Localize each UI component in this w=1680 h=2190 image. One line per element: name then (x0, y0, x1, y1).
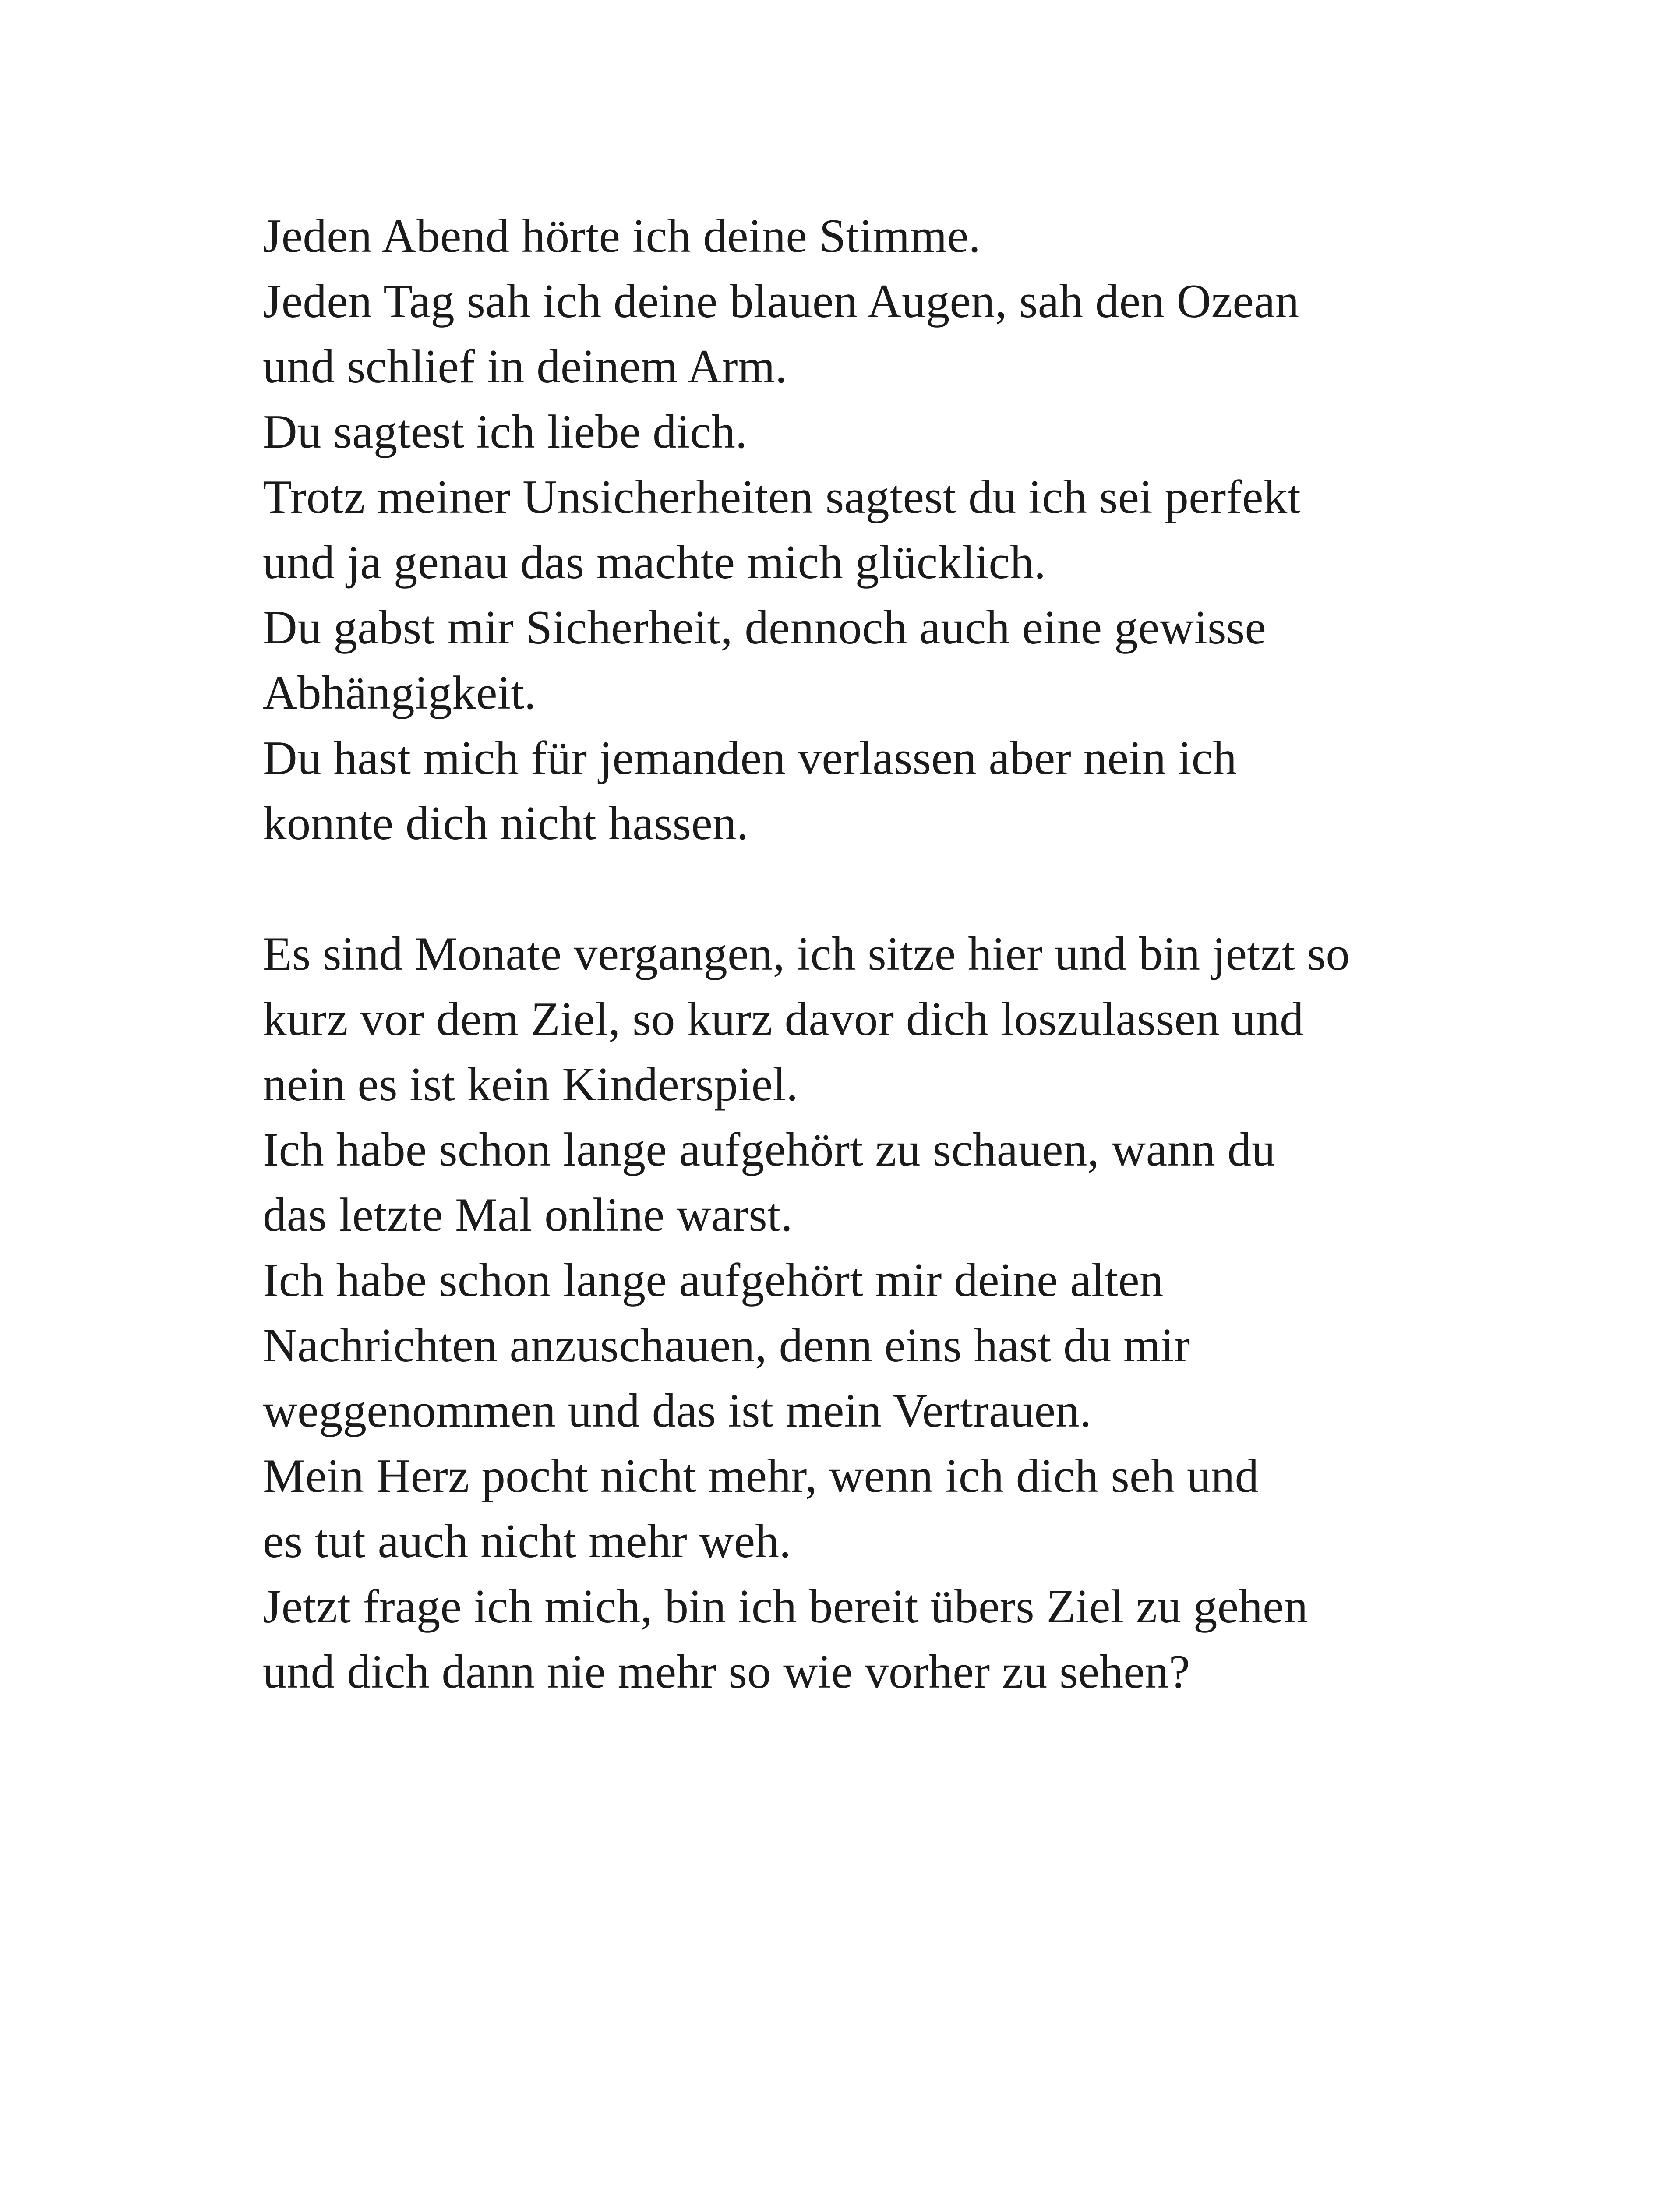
poem-line: Jeden Abend hörte ich deine Stimme. (263, 209, 981, 262)
poem-line: Trotz meiner Unsicherheiten sagtest du ich sei perfekt (263, 470, 1301, 523)
poem-line: Mein Herz pocht nicht mehr, wenn ich dich seh und (263, 1449, 1259, 1502)
poem-line: Jetzt frage ich mich, bin ich bereit übers Ziel zu gehen (263, 1580, 1308, 1633)
stanza-2 (263, 921, 1664, 1704)
poem-line: weggenommen und das ist mein Vertrauen. (263, 1384, 1092, 1437)
poem-line: und ja genau das machte mich glücklich. (263, 536, 1046, 589)
poem-line: Ich habe schon lange aufgehört mir deine alten (263, 1254, 1164, 1307)
poem-line: Abhängigkeit. (263, 666, 536, 719)
poem-line: Du gabst mir Sicherheit, dennoch auch eine gewisse (263, 601, 1267, 654)
poem-line: konnte dich nicht hassen. (263, 797, 749, 850)
poem-text (263, 203, 1664, 1704)
poem-line: das letzte Mal online warst. (263, 1188, 793, 1241)
poem-line: Jeden Tag sah ich deine blauen Augen, sah den Ozean (263, 275, 1299, 328)
poem-line: es tut auch nicht mehr weh. (263, 1515, 791, 1568)
poem-line: Du hast mich für jemanden verlassen aber nein ich (263, 731, 1237, 784)
poem-line: nein es ist kein Kinderspiel. (263, 1058, 798, 1111)
poem-line: Nachrichten anzuschauen, denn eins hast du mir (263, 1319, 1190, 1372)
poem-line: Es sind Monate vergangen, ich sitze hier und bin jetzt so (263, 927, 1350, 980)
poem-line: und dich dann nie mehr so wie vorher zu sehen? (263, 1645, 1190, 1698)
poem-line: Du sagtest ich liebe dich. (263, 405, 748, 458)
poem-line: Ich habe schon lange aufgehört zu schauen, wann du (263, 1123, 1276, 1176)
poem-line: und schlief in deinem Arm. (263, 340, 787, 393)
stanza-1 (263, 203, 1664, 856)
poem-line: kurz vor dem Ziel, so kurz davor dich loszulassen und (263, 993, 1304, 1046)
